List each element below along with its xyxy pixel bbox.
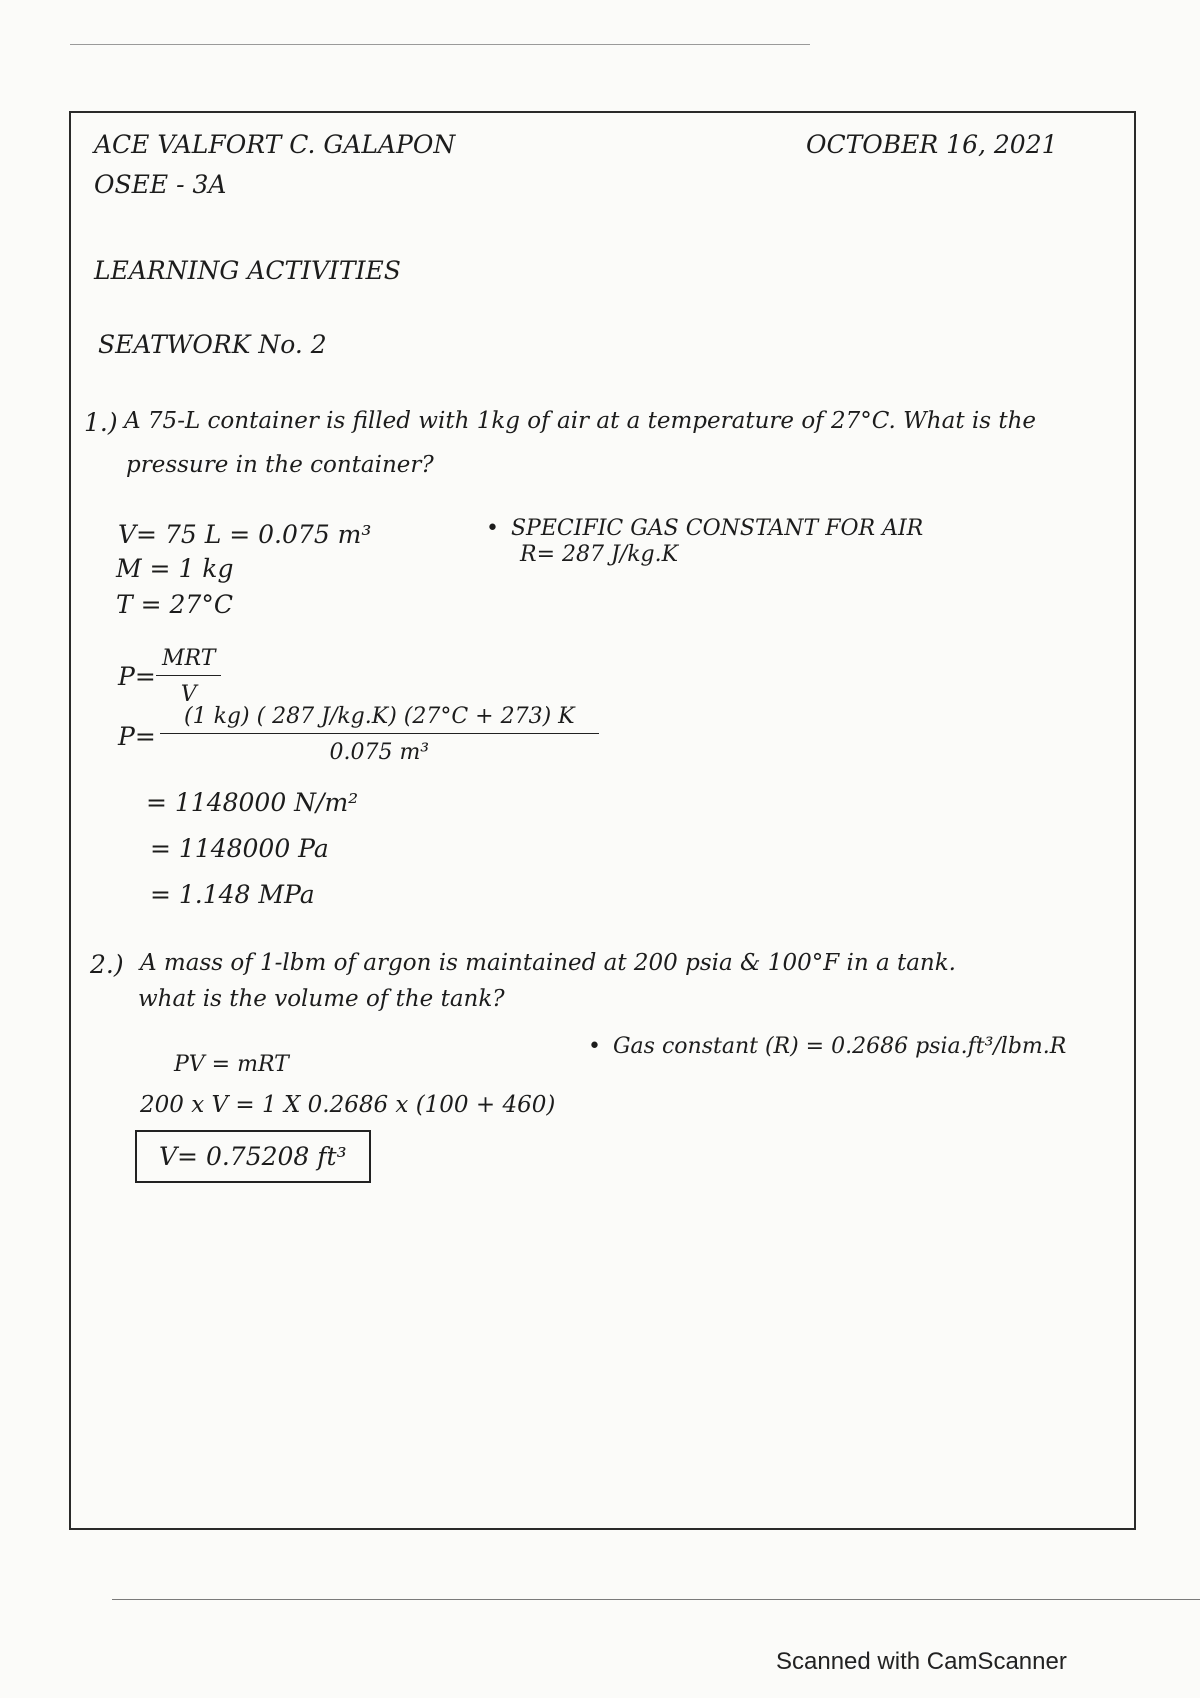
problem1-question-line2: pressure in the container? (126, 452, 434, 478)
student-section: OSEE - 3A (94, 170, 227, 199)
problem2-answer: V= 0.75208 ft³ (159, 1142, 347, 1171)
problem1-note-title: • SPECIFIC GAS CONSTANT FOR AIR (486, 518, 923, 540)
date: OCTOBER 16, 2021 (806, 130, 1058, 159)
page-border (69, 111, 1136, 1530)
problem1-formula-fraction (156, 646, 221, 707)
problem1-substitution-lhs: P= (118, 722, 156, 751)
problem2-answer-box (135, 1130, 371, 1183)
problem1-result-nm2: = 1148000 N/m² (146, 788, 359, 817)
problem1-substitution-numerator: (1 kg) ( 287 J/kg.K) (27°C + 273) K (160, 704, 599, 734)
problem1-formula-numerator: MRT (156, 646, 221, 676)
page-subheading: SEATWORK No. 2 (98, 330, 327, 359)
problem1-question-line1: A 75-L container is filled with 1kg of air at a temperature of 27°C. What is the (124, 408, 1037, 434)
problem1-given-mass: M = 1 kg (116, 554, 234, 583)
scanner-watermark: Scanned with CamScanner (776, 1648, 1067, 1675)
problem1-result-pa: = 1148000 Pa (150, 834, 329, 863)
problem1-formula-lhs: P= (118, 662, 156, 691)
top-scan-line (70, 44, 810, 45)
problem2-substitution: 200 x V = 1 X 0.2686 x (100 + 460) (140, 1092, 556, 1118)
problem1-formula-denominator: V (180, 682, 197, 707)
problem2-formula: PV = mRT (174, 1052, 289, 1077)
problem1-note-value: R= 287 J/kg.K (520, 542, 679, 567)
problem2-question-line1: A mass of 1-lbm of argon is maintained at 200 psia & 100°F in a tank. (140, 950, 956, 976)
problem2-question-line2: what is the volume of the tank? (138, 986, 505, 1012)
page-heading: LEARNING ACTIVITIES (94, 256, 401, 285)
problem1-substitution-denominator: 0.075 m³ (329, 740, 430, 765)
problem1-number: 1.) (84, 408, 118, 437)
student-name: ACE VALFORT C. GALAPON (94, 130, 456, 159)
problem2-gas-constant-note: • Gas constant (R) = 0.2686 psia.ft³/lbm.R (588, 1036, 1066, 1058)
bottom-scan-line (112, 1599, 1200, 1600)
problem1-given-volume: V= 75 L = 0.075 m³ (118, 520, 372, 549)
problem2-number: 2.) (90, 950, 124, 979)
problem1-given-temperature: T = 27°C (116, 590, 233, 619)
problem1-result-mpa: = 1.148 MPa (150, 880, 315, 909)
problem1-substitution-fraction (160, 704, 599, 765)
